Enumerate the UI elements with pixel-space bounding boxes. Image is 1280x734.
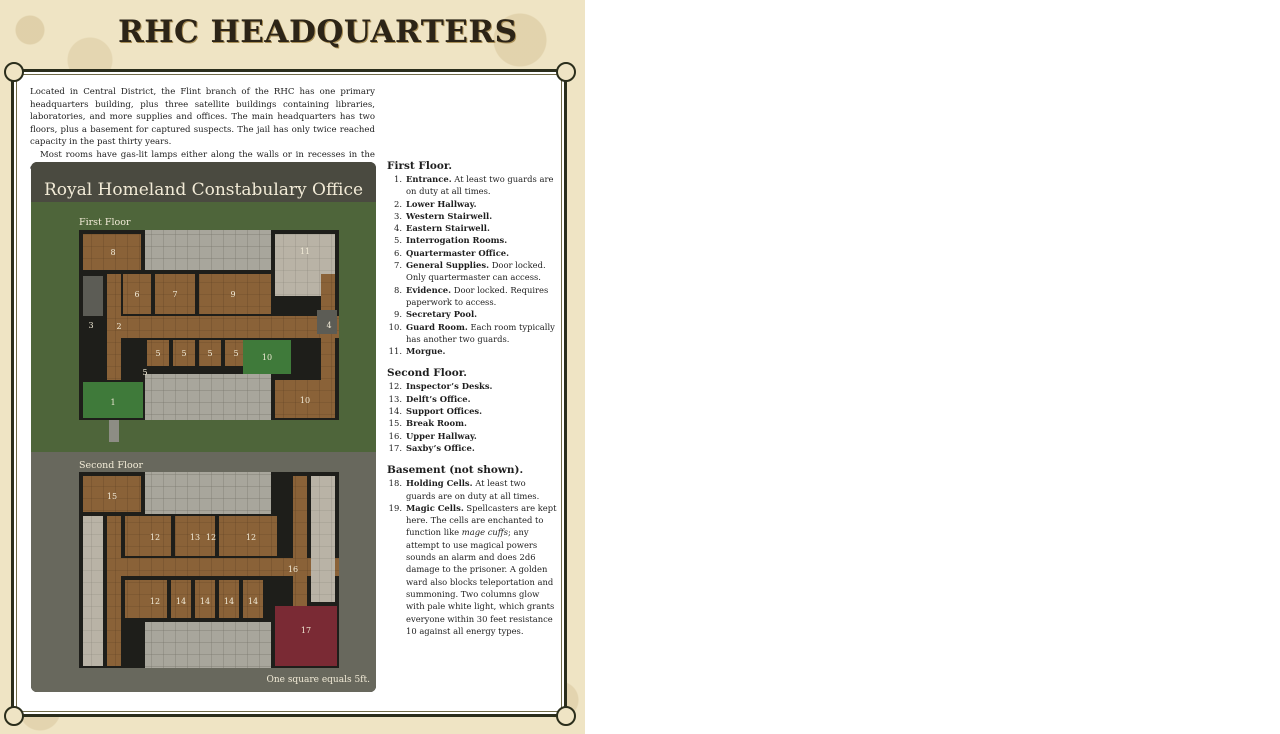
floor-plan-drawing	[31, 162, 376, 692]
upper-hallway-west	[107, 516, 121, 666]
second-floor-key	[387, 367, 557, 454]
frame-corner-ornament	[4, 706, 24, 726]
key-item: 10. Guard Room. Each room typically has another two guards.	[388, 321, 555, 344]
key-item: 9. Secretary Pool.	[394, 309, 478, 320]
room-number: 1	[110, 398, 116, 407]
room-number: 8	[110, 248, 116, 257]
room-12	[125, 516, 171, 556]
room-number: 5	[181, 349, 187, 358]
frame-corner-ornament	[556, 706, 576, 726]
room-17	[275, 606, 337, 666]
section-heading: Basement (not shown).	[387, 464, 524, 477]
basement-key	[387, 464, 557, 637]
room-number: 9	[230, 290, 236, 299]
room-number: 12	[205, 533, 217, 542]
key-item: 7. General Supplies. Door locked. Only quartermaster can access.	[394, 260, 546, 283]
room-number: 11	[299, 247, 311, 256]
rulebook-page	[0, 0, 585, 734]
room-number: 14	[223, 597, 235, 606]
room-key	[387, 160, 557, 647]
east-wing	[311, 476, 335, 602]
entrance-path	[109, 420, 119, 442]
room-number: 5	[142, 368, 148, 377]
room-number: 7	[172, 290, 178, 299]
first-floor-label: First Floor	[79, 217, 131, 228]
key-item: 8. Evidence. Door locked. Requires paperwork to access.	[394, 284, 549, 307]
key-item: 19. Magic Cells. Spellcasters are kept here. The cells are enchanted to function like mage cuffs; any attempt to use magical powers sounds an alarm and does 2d6 damage to the prisoner. A golden ward also blocks teleportation and summoning. Two columns glow with pale white light, which grants everyone within 30 feet resistance 10 against all energy types.	[388, 502, 557, 636]
map-title: Royal Homeland Constabulary Office	[43, 180, 364, 200]
key-item: 17. Saxby’s Office.	[388, 442, 475, 453]
key-item: 5. Interrogation Rooms.	[394, 235, 508, 246]
key-item: 1. Entrance. At least two guards are on duty at all times.	[394, 174, 554, 197]
key-item: 14. Support Offices.	[388, 406, 483, 417]
west-wing	[83, 516, 103, 666]
room-number: 4	[326, 321, 332, 330]
roof-tiles	[145, 622, 271, 668]
key-item: 11. Morgue.	[388, 346, 446, 357]
frame-corner-ornament	[4, 62, 24, 82]
room-number: 5	[207, 349, 213, 358]
room-12	[125, 580, 167, 618]
room-number: 14	[247, 597, 259, 606]
room-number: 12	[149, 533, 161, 542]
room-number: 12	[245, 533, 257, 542]
room-number: 5	[155, 349, 161, 358]
second-floor-label: Second Floor	[79, 460, 143, 471]
room-number: 10	[299, 396, 311, 405]
key-item: 15. Break Room.	[388, 418, 467, 429]
courtyard-tiles	[145, 374, 271, 420]
intro-paragraph: Located in Central District, the Flint branch of the RHC has one primary headquarters building, plus three satellite buildings containing libraries, laboratories, and more supplies and offices. The main headquarters has two floors, plus a basement for captured suspects. The jail has only twice reached capacity in the past thirty years.	[30, 87, 375, 148]
courtyard-tiles	[145, 230, 271, 270]
room-3	[83, 276, 103, 316]
key-item: 12. Inspector’s Desks.	[388, 381, 493, 392]
room-number: 5	[233, 349, 239, 358]
room-number: 6	[134, 290, 140, 299]
page-title: RHC HEADQUARTERS	[118, 14, 518, 50]
section-heading: Second Floor.	[387, 367, 467, 380]
room-number: 10	[261, 353, 273, 362]
room-number: 14	[199, 597, 211, 606]
first-floor-key	[387, 160, 557, 357]
key-item: 16. Upper Hallway.	[388, 430, 477, 441]
key-item: 4. Eastern Stairwell.	[394, 223, 490, 234]
lower-hallway	[107, 316, 339, 338]
map-scale-label: One square equals 5ft.	[266, 675, 370, 685]
roof-tiles	[145, 472, 271, 514]
room-number: 13	[189, 533, 201, 542]
room-number: 2	[116, 322, 122, 331]
room-number: 3	[88, 321, 94, 330]
key-item: 18. Holding Cells. At least two guards are on duty at all times.	[388, 478, 540, 501]
room-number: 15	[106, 492, 118, 501]
room-number: 12	[149, 597, 161, 606]
intro-paragraph: Most rooms have gas-lit lamps either along the walls or in recesses in the	[40, 149, 375, 160]
first-floor-plan	[79, 230, 339, 442]
frame-corner-ornament	[556, 62, 576, 82]
key-item: 13. Delft’s Office.	[388, 393, 471, 404]
intro-text	[30, 86, 375, 174]
room-number: 17	[300, 626, 312, 635]
floor-plan-map	[31, 162, 376, 692]
second-floor-plan	[79, 472, 339, 668]
section-heading: First Floor.	[387, 160, 453, 172]
key-item: 2. Lower Hallway.	[394, 198, 477, 209]
room-number: 16	[287, 565, 299, 574]
key-item: 3. Western Stairwell.	[394, 210, 493, 221]
key-item: 6. Quartermaster Office.	[394, 247, 510, 258]
room-number: 14	[175, 597, 187, 606]
